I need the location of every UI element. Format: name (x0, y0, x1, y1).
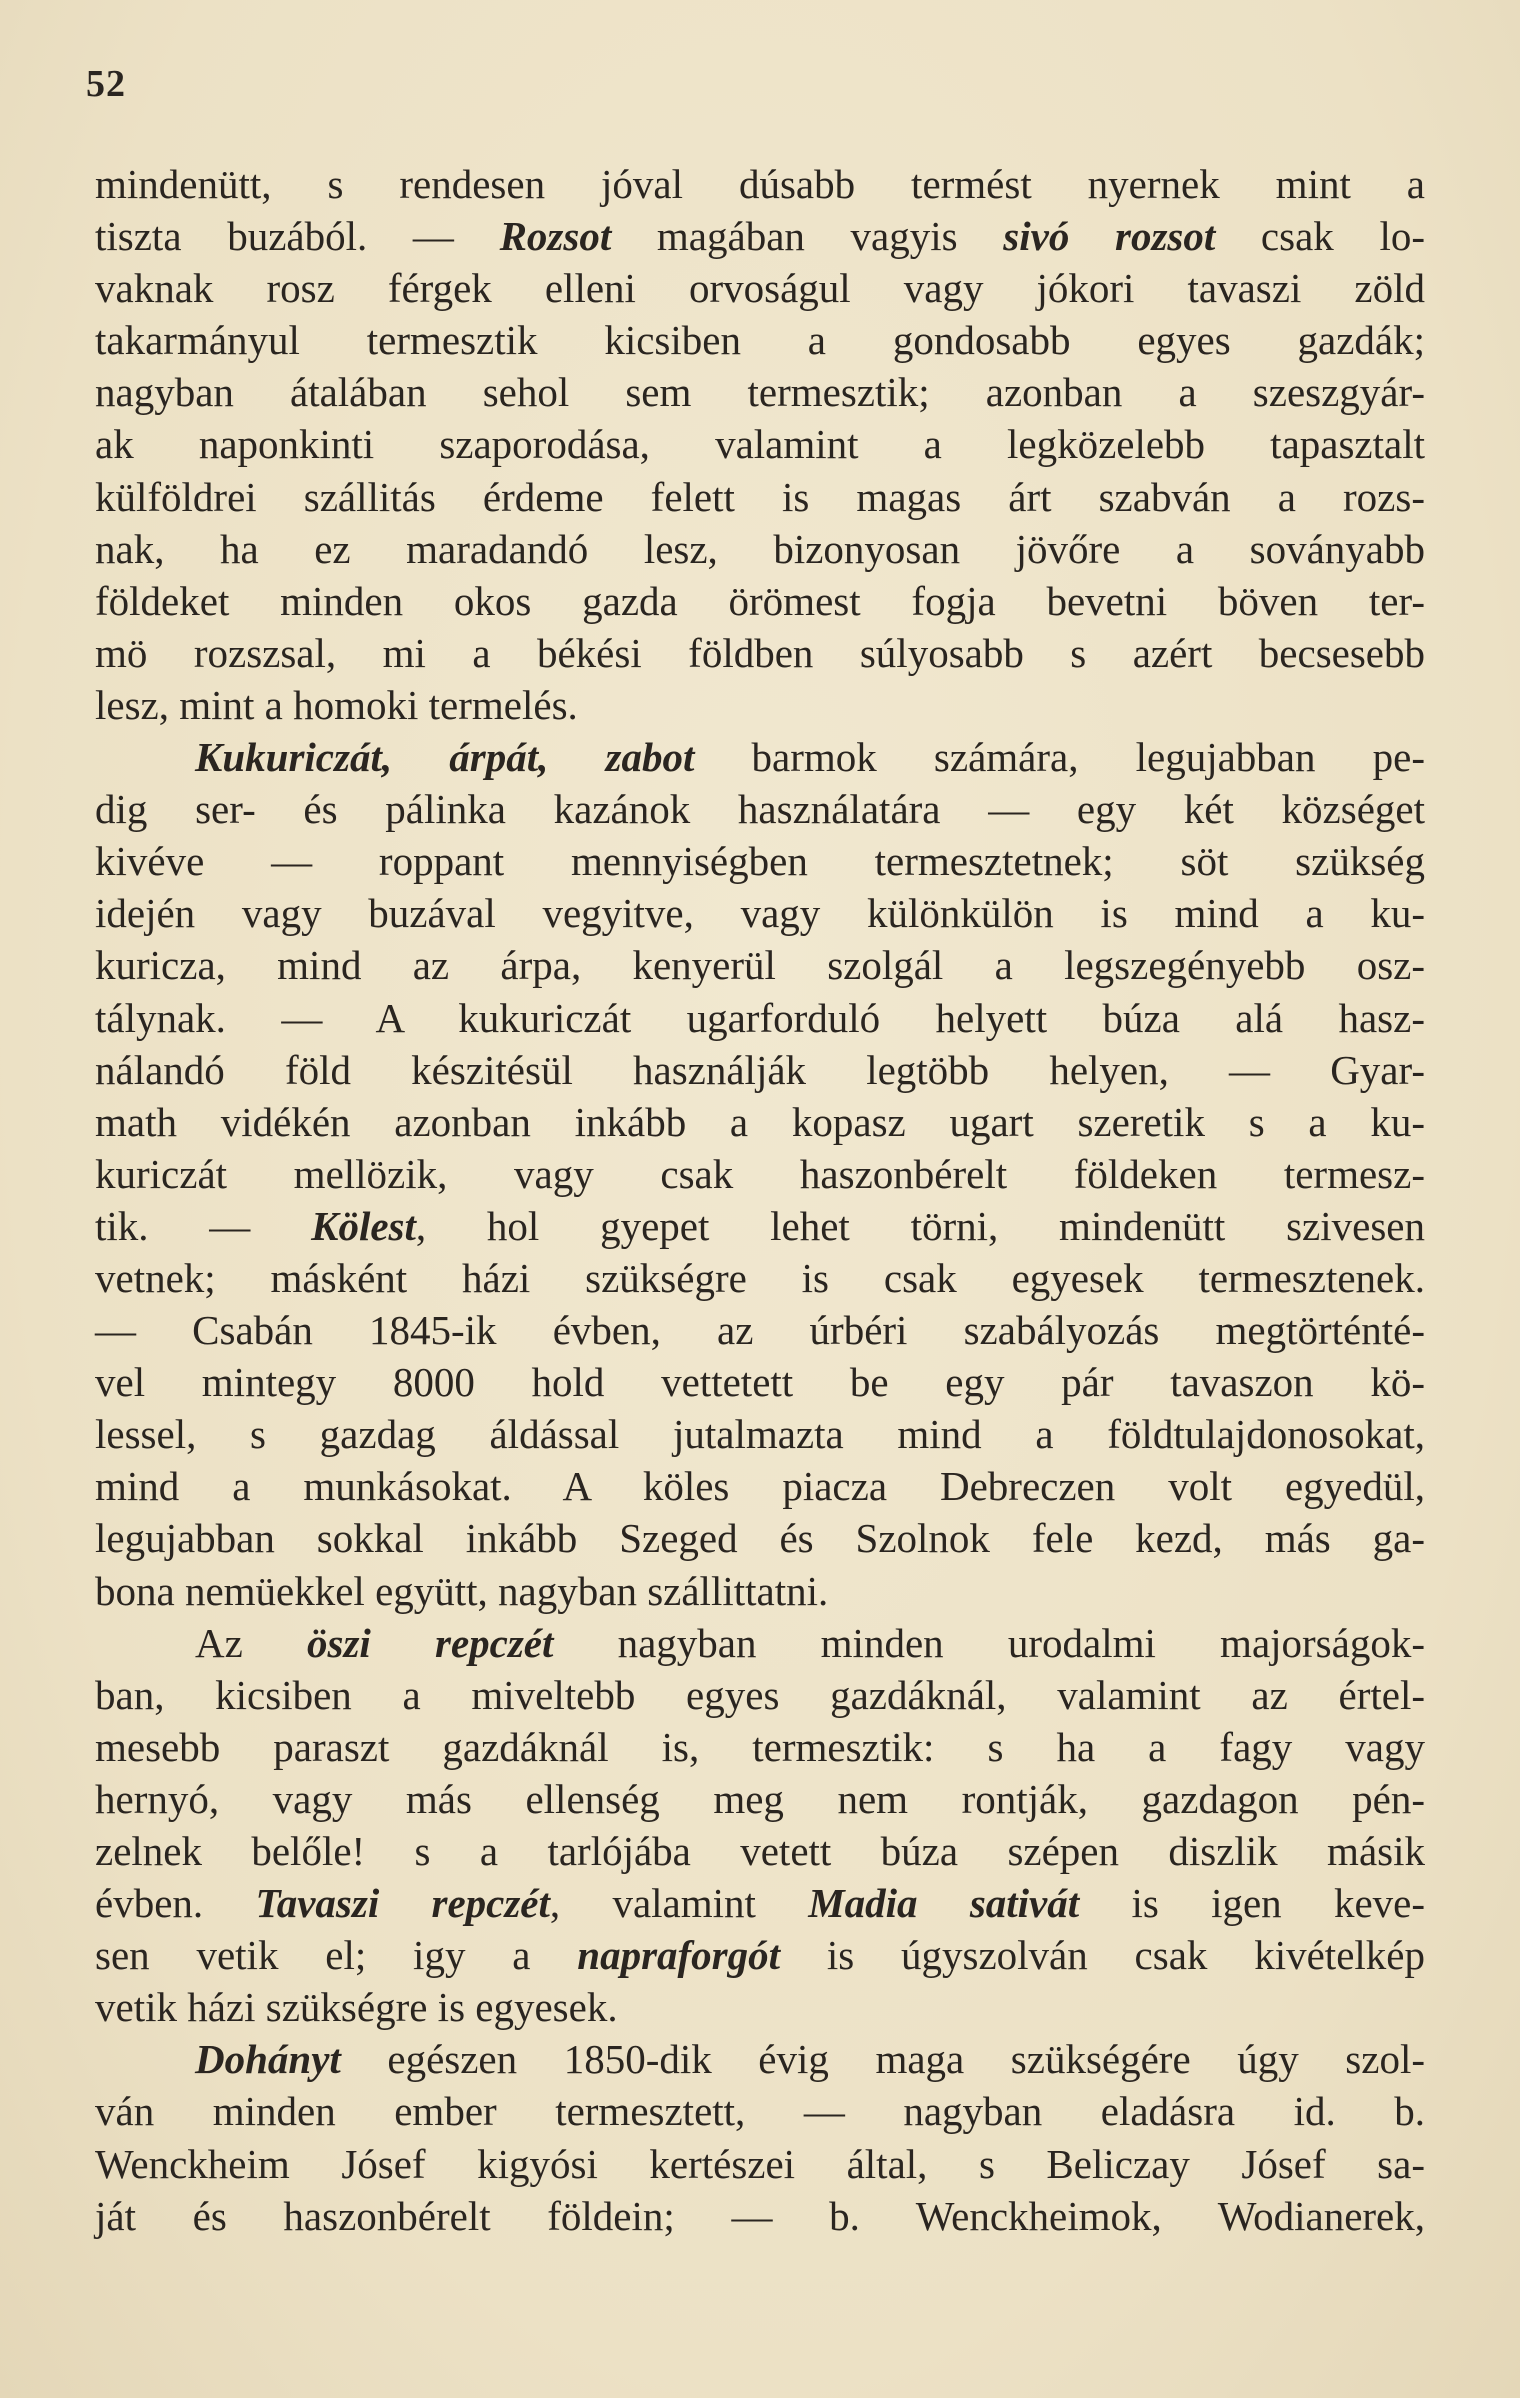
text-line (95, 1044, 1425, 1096)
text-line (95, 471, 1425, 523)
text-line (95, 835, 1425, 887)
text-line (95, 1096, 1425, 1148)
text-line (95, 1721, 1425, 1773)
text-run: sen vetik el; igy a (95, 1932, 578, 1979)
text-run: kuricza, mind az árpa, kenyerül szolgál a legszegényebb osz- (95, 942, 1425, 989)
emphasized-term: Tavaszi repczét (255, 1880, 550, 1927)
text-run: barmok számára, legujabban pe- (694, 734, 1425, 781)
text-line (95, 418, 1425, 470)
text-run: math vidékén azonban inkább a kopasz ugart szeretik s a ku- (95, 1098, 1425, 1145)
text-run: zelnek belőle! s a tarlójába vetett búza szépen diszlik másik (95, 1828, 1425, 1874)
text-run: tálynak. — A kukuriczát ugarforduló helyett búza alá hasz- (95, 994, 1425, 1041)
text-line (95, 1252, 1425, 1304)
text-run: tiszta buzából. — (95, 213, 500, 260)
text-line (95, 887, 1425, 939)
text-run: csak lo- (1215, 213, 1426, 260)
text-line (95, 262, 1425, 314)
text-line (95, 2138, 1425, 2190)
text-run: nak, ha ez maradandó lesz, bizonyosan jövőre a soványabb (95, 525, 1425, 572)
text-line (95, 1148, 1425, 1200)
text-run: , valamint (549, 1880, 809, 1927)
text-run: mindenütt, s rendesen jóval dúsabb termést nyernek mint a (95, 161, 1425, 207)
text-line (95, 2085, 1425, 2137)
text-run: dig ser- és pálinka kazánok használatára — egy két községet (95, 786, 1425, 833)
text-line (95, 1356, 1425, 1408)
text-line (95, 1825, 1425, 1877)
text-run: magában vagyis (611, 213, 1004, 260)
text-line (95, 1565, 1425, 1617)
text-line (95, 314, 1425, 366)
emphasized-term: öszi repczét (307, 1619, 554, 1666)
emphasized-term: Kölest (311, 1202, 416, 1249)
text-run: nagyban átalában sehol sem termesztik; azonban a szeszgyár- (95, 369, 1425, 416)
emphasized-term: Madia sativát (808, 1880, 1080, 1927)
text-line (95, 158, 1425, 210)
text-run: egészen 1850-dik évig maga szükségére úgy szol- (340, 2036, 1425, 2083)
text-run: takarmányul termesztik kicsiben a gondosabb egyes gazdák; (95, 317, 1425, 364)
text-run: mesebb paraszt gazdáknál is, termesztik: s ha a fagy vagy (95, 1723, 1425, 1770)
text-run: ban, kicsiben a miveltebb egyes gazdáknál, valamint az értel- (95, 1671, 1425, 1718)
text-run: lessel, s gazdag áldással jutalmazta mind a földtulajdonosokat, (95, 1411, 1425, 1458)
text-run: évben. (95, 1880, 256, 1927)
text-run: is igen keve- (1079, 1880, 1425, 1927)
text-run: kuriczát mellözik, vagy csak haszonbérelt földeken termesz- (95, 1150, 1425, 1197)
text-line (95, 1669, 1425, 1721)
text-run: ak naponkinti szaporodása, valamint a legközelebb tapasztalt (95, 421, 1425, 468)
emphasized-term: Rozsot (499, 213, 612, 260)
text-run: lesz, mint a homoki termelés. (95, 681, 578, 728)
text-run: nálandó föld készitésül használják legtöbb helyen, — Gyar- (95, 1046, 1425, 1093)
text-run: legujabban sokkal inkább Szeged és Szolnok fele kezd, más ga- (95, 1515, 1425, 1562)
text-run: , hol gyepet lehet törni, mindenütt szivesen (415, 1202, 1425, 1249)
text-run: vetnek; másként házi szükségre is csak egyesek termesztenek. (95, 1254, 1425, 1301)
text-line (95, 210, 1425, 262)
text-line (95, 523, 1425, 575)
text-run: — Csabán 1845-ik évben, az úrbéri szabályozás megtörténté- (95, 1307, 1425, 1354)
text-line (95, 731, 1425, 783)
text-line (95, 627, 1425, 679)
text-line (95, 1773, 1425, 1825)
text-line (95, 1304, 1425, 1356)
text-run: nagyban minden urodalmi majorságok- (553, 1619, 1425, 1666)
text-line (95, 2190, 1425, 2242)
text-line (95, 783, 1425, 835)
text-line (95, 939, 1425, 991)
text-run: vaknak rosz férgek elleni orvoságul vagy jókori tavaszi zöld (95, 265, 1425, 312)
text-run: tik. — (95, 1202, 312, 1249)
body-text (95, 158, 1425, 2242)
text-run: Az (195, 1619, 307, 1666)
text-line (95, 366, 1425, 418)
text-line (95, 1408, 1425, 1460)
text-run: mö rozszsal, mi a békési földben súlyosabb s azért becsesebb (95, 629, 1425, 676)
text-run: vel mintegy 8000 hold vettetett be egy pár tavaszon kö- (95, 1359, 1425, 1406)
text-line (95, 575, 1425, 627)
text-line (95, 1981, 1425, 2033)
text-run: mind a munkásokat. A köles piacza Debreczen volt egyedül, (95, 1463, 1425, 1510)
emphasized-term: Dohányt (195, 2036, 341, 2083)
text-run: külföldrei szállitás érdeme felett is magas árt szabván a rozs- (95, 473, 1425, 520)
text-run: kivéve — roppant mennyiségben termesztetnek; söt szükség (95, 838, 1425, 885)
text-run: földeket minden okos gazda örömest fogja bevetni böven ter- (95, 577, 1425, 624)
emphasized-term: napraforgót (577, 1932, 781, 1979)
text-run: is úgyszolván csak kivételkép (780, 1932, 1425, 1979)
text-line (95, 1512, 1425, 1564)
text-line (95, 1200, 1425, 1252)
text-line (95, 992, 1425, 1044)
emphasized-term: Kukuriczát, árpát, zabot (195, 734, 695, 781)
emphasized-term: sivó rozsot (1003, 213, 1216, 260)
text-line (95, 679, 1425, 731)
text-run: vetik házi szükségre is egyesek. (95, 1984, 618, 2031)
text-run: Wenckheim Jósef kigyósi kertészei által, s Beliczay Jósef sa- (95, 2140, 1425, 2187)
text-line (95, 1929, 1425, 1981)
text-line (95, 1617, 1425, 1669)
text-line (95, 1877, 1425, 1929)
text-run: ván minden ember termesztett, — nagyban eladásra id. b. (95, 2088, 1425, 2135)
text-run: hernyó, vagy más ellenség meg nem rontják, gazdagon pén- (95, 1775, 1425, 1822)
text-line (95, 2033, 1425, 2085)
text-run: bona nemüekkel együtt, nagyban szállittatni. (95, 1567, 829, 1614)
page-number: 52 (86, 63, 126, 105)
text-run: ját és haszonbérelt földein; — b. Wenckheimok, Wodianerek, (95, 2192, 1425, 2239)
text-line (95, 1460, 1425, 1512)
text-run: idején vagy buzával vegyitve, vagy különkülön is mind a ku- (95, 890, 1425, 937)
